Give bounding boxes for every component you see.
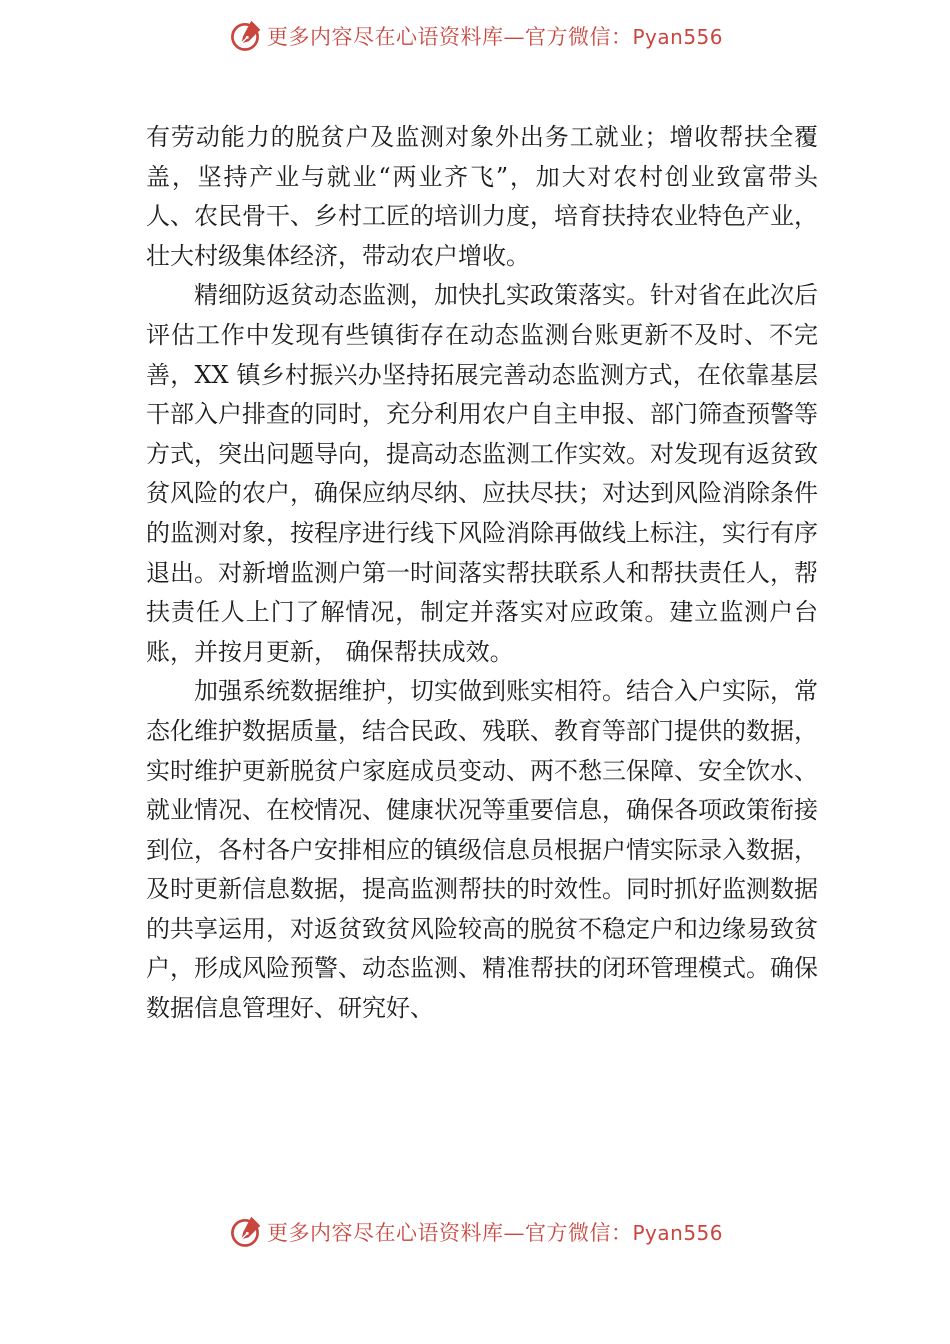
document-body — [146, 118, 818, 1029]
footer-watermark-banner — [0, 1212, 950, 1252]
body-paragraph: 有劳动能力的脱贫户及监测对象外出务工就业；增收帮扶全覆盖，坚持产业与就业“两业齐飞”，加大对农村创业致富带头人、农民骨干、乡村工匠的培训力度，培育扶持农业特色产业，壮大村级集体经济，带动农户增收。 — [146, 123, 818, 270]
header-watermark-banner — [0, 16, 950, 56]
body-paragraph: 精细防返贫动态监测，加快扎实政策落实。针对省在此次后评估工作中发现有些镇街存在动态监测台账更新不及时、不完善，XX 镇乡村振兴办坚持拓展完善动态监测方式，在依靠基层干部入户排查的同时，充分利用农户自主申报、部门筛查预警等方式，突出问题导向，提高动态监测工作实效。对发现有返贫致贫风险的农户，确保应纳尽纳、应扶尽扶；对达到风险消除条件的监测对象，按程序进行线下风险消除再做线上标注，实行有序退出。对新增监测户第一时间落实帮扶联系人和帮扶责任人，帮扶责任人上门了解情况，制定并落实对应政策。建立监测户台账，并按月更新， 确保帮扶成效。 — [146, 281, 818, 666]
body-paragraph: 加强系统数据维护，切实做到账实相符。结合入户实际，常态化维护数据质量，结合民政、残联、教育等部门提供的数据，实时维护更新脱贫户家庭成员变动、两不愁三保障、安全饮水、就业情况、在校情况、健康状况等重要信息，确保各项政策衔接到位，各村各户安排相应的镇级信息员根据户情实际录入数据，及时更新信息数据，提高监测帮扶的时效性。同时抓好监测数据的共享运用，对返贫致贫风险较高的脱贫不稳定户和边缘易致贫户，形成风险预警、动态监测、精准帮扶的闭环管理模式。确保数据信息管理好、研究好、 — [146, 677, 818, 1023]
footer-banner-text: 更多内容尽在心语资料库—官方微信：Pyan556 — [266, 1221, 723, 1245]
header-banner-text: 更多内容尽在心语资料库—官方微信：Pyan556 — [266, 25, 723, 49]
pen-nib-logo-icon — [227, 18, 263, 54]
pen-nib-logo-icon — [227, 1214, 263, 1250]
